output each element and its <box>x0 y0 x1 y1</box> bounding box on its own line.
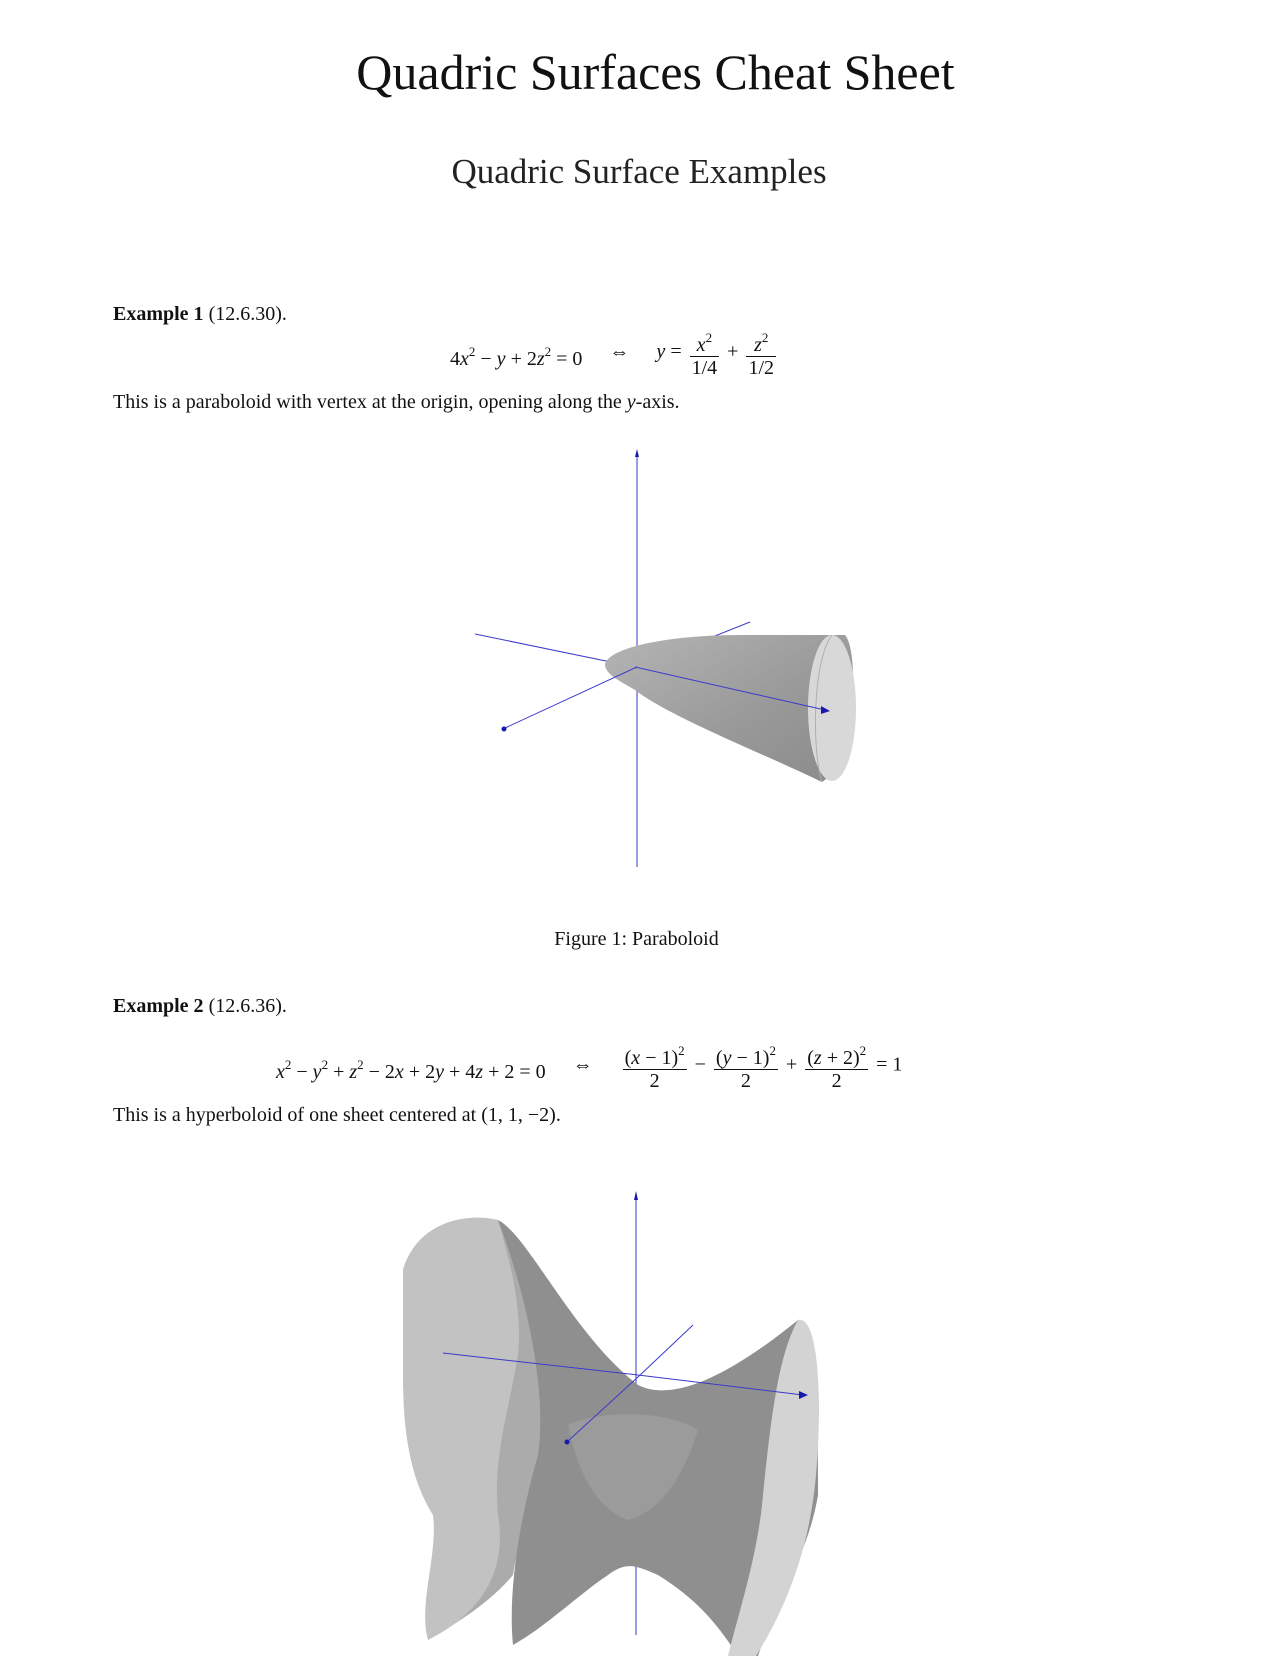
example-1-heading <box>113 302 287 326</box>
example-1-label: Example 1 <box>113 303 204 325</box>
figure-1-caption: Figure 1: Paraboloid <box>554 928 719 950</box>
paraboloid-figure <box>460 452 860 872</box>
example-1-equation-right: y = $\frac{x^2}{1/4}$ + $\frac{z^2}{1/2}$ <box>656 327 779 379</box>
hyperboloid-figure <box>398 1195 848 1656</box>
x-axis-2-arrow <box>565 1440 570 1445</box>
example-2-heading <box>113 994 287 1018</box>
example-2-label: Example 2 <box>113 995 204 1017</box>
page-title: Quadric Surfaces Cheat Sheet <box>356 44 955 100</box>
section-title: Quadric Surface Examples <box>451 152 827 191</box>
x-axis-arrow <box>502 727 507 732</box>
z-axis-arrow <box>635 449 639 457</box>
z-axis-2-arrow <box>634 1191 638 1200</box>
example-1-description: This is a paraboloid with vertex at the origin, opening along the y-axis. <box>113 391 680 413</box>
example-1-equation-left: $4x^2 - y + 2z^2 = 0$ <box>450 343 583 370</box>
example-2-equation-right: $\frac{(x - 1)^2}{2}$ − $\frac{(y - 1)^2}{2}$ + $\frac{(z + 2)^2}{2}$ = 1 <box>620 1040 903 1092</box>
example-1-ref: (12.6.30). <box>208 303 287 325</box>
iff-symbol-2: ⇔ <box>572 1053 593 1076</box>
iff-symbol: ⇔ <box>609 340 630 363</box>
example-2-equation-left: $x^2 - y^2 + z^2 - 2x + 2y + 4z + 2 = 0$ <box>276 1056 546 1083</box>
x-axis-2-back <box>638 1325 693 1377</box>
example-2-ref: (12.6.36). <box>208 995 287 1017</box>
example-2-description: This is a hyperboloid of one sheet centered at (1, 1, −2). <box>113 1104 561 1126</box>
x-axis-front <box>505 667 637 728</box>
example-2-equation <box>276 1040 902 1092</box>
example-1-equation <box>450 327 779 379</box>
